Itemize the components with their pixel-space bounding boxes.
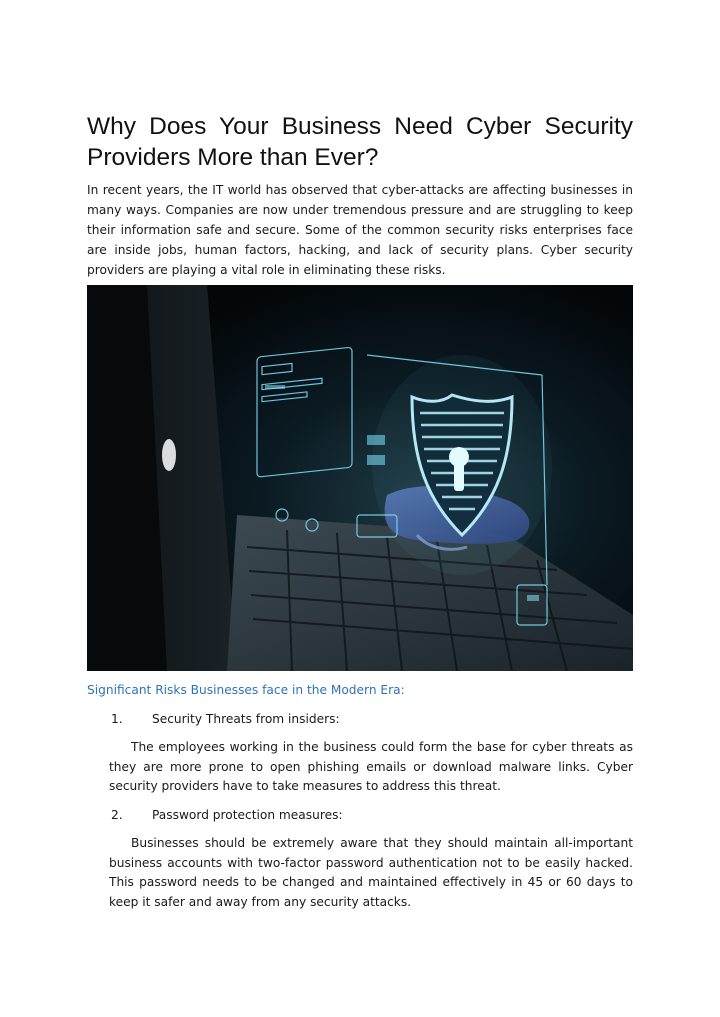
- list-number: 2.: [111, 808, 123, 822]
- intro-paragraph: In recent years, the IT world has observed that cyber-attacks are affecting businesses in many ways. Companies are now under tremendous pressure and are struggling to keep their information safe and secure. Some of the common security risks enterprises face are inside jobs, human factors, hacking, and lack of security plans. Cyber security providers are playing a vital role in eliminating these risks.: [87, 183, 633, 277]
- cyber-security-illustration: [87, 285, 633, 671]
- password-protection-paragraph: Businesses should be extremely aware that they should maintain all-important business accounts with two-factor password authentication not to be easily hacked. This password needs to be changed and maintained effectively in 45 or 60 days to keep it safer and away from any security attacks.: [109, 836, 633, 910]
- insider-threats-paragraph: The employees working in the business could form the base for cyber threats as they are more prone to open phishing emails or download malware links. Cyber security providers have to take measures to address this threat.: [109, 740, 633, 794]
- page-title: Why Does Your Business Need Cyber Security Providers More than Ever?: [87, 113, 633, 171]
- list-item-label: Security Threats from insiders:: [152, 712, 340, 726]
- apple-logo-icon: [162, 439, 176, 471]
- list-number: 1.: [111, 712, 123, 726]
- list-item-label: Password protection measures:: [152, 808, 343, 822]
- section-subheading: Significant Risks Businesses face in the Modern Era:: [87, 683, 405, 697]
- hero-image: [87, 285, 633, 671]
